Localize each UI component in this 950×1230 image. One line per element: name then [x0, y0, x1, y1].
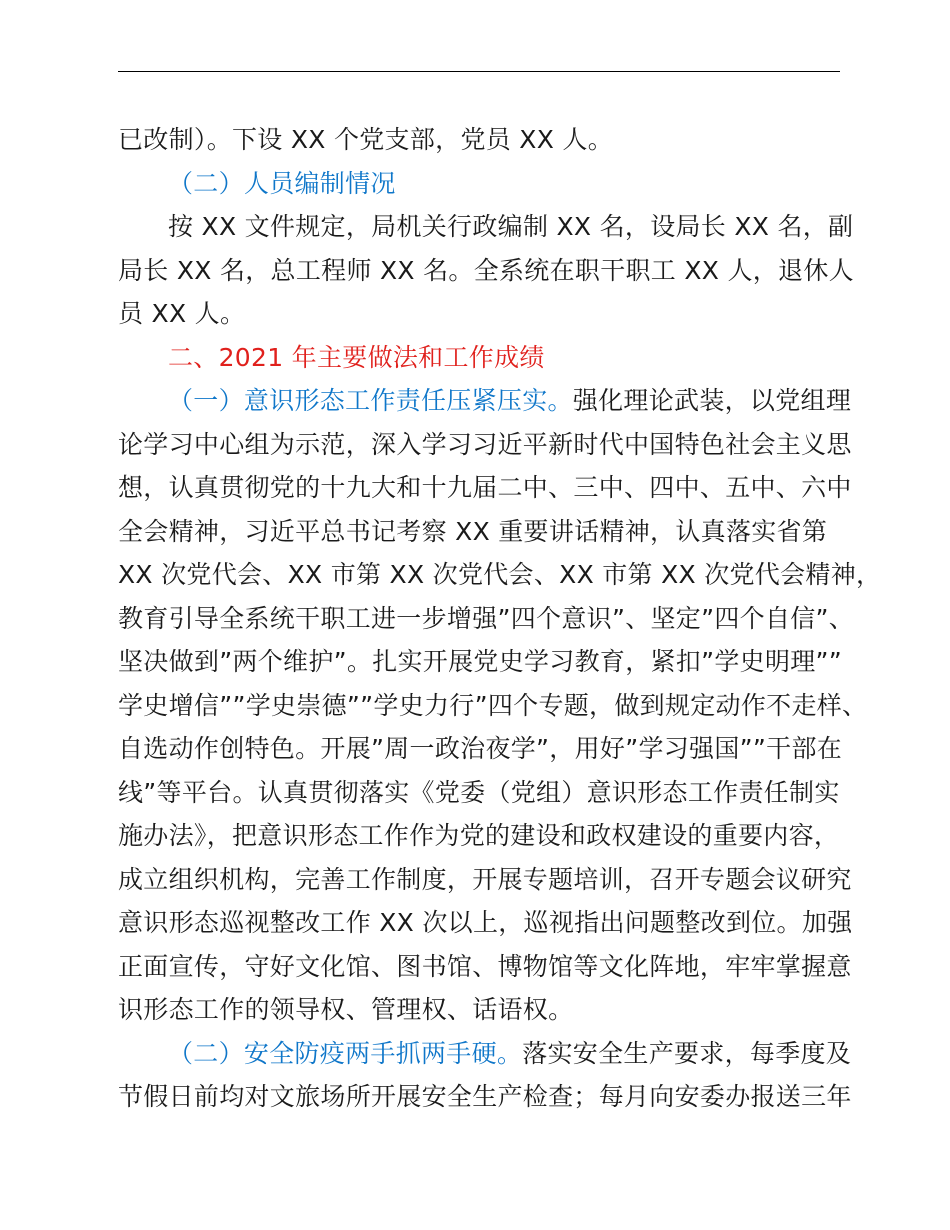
paragraph-line: 已改制）。下设 XX 个党支部，党员 XX 人。 [118, 125, 613, 154]
paragraph-line [118, 379, 858, 423]
paragraph-line: 论学习中心组为示范，深入学习习近平新时代中国特色社会主义思 [118, 429, 852, 459]
paragraph-line: 施办法》，把意识形态工作作为党的建设和政权建设的重要内容， [118, 821, 840, 850]
paragraph-line: 员 XX 人。 [118, 299, 246, 328]
paragraph-line [118, 1032, 858, 1076]
section-heading: （二）人员编制情况 [168, 168, 396, 198]
paragraph-line: 意识形态巡视整改工作 XX 次以上，巡视指出问题整改到位。加强 [118, 908, 853, 937]
paragraph-line: 自选动作创特色。开展”周一政治夜学”，用好”学习强国””干部在 [118, 734, 843, 763]
paragraph-text: 落实安全生产要求，每季度及 [522, 1038, 852, 1068]
header-rule [118, 71, 840, 72]
paragraph-line: 识形态工作的领导权、管理权、话语权。 [118, 995, 574, 1024]
paragraph-line: 按 XX 文件规定，局机关行政编制 XX 名，设局长 XX 名，副 [168, 212, 854, 241]
inline-heading: （二）安全防疫两手抓两手硬。 [168, 1038, 523, 1068]
paragraph-text: 强化理论武装，以党组理 [572, 386, 852, 415]
paragraph-line: 成立组织机构，完善工作制度，开展专题培训，召开专题会议研究 [118, 864, 852, 894]
paragraph-line: 节假日前均对文旅场所开展安全生产检查；每月向安委办报送三年 [118, 1082, 852, 1111]
paragraph-line: 想，认真贯彻党的十九大和十九届二中、三中、四中、五中、六中 [118, 473, 852, 502]
paragraph-line: XX 次党代会、XX 市第 XX 次党代会、XX 市第 XX 次党代会精神， [118, 560, 882, 589]
paragraph-line: 教育引导全系统干职工进一步增强”四个意识”、坚定”四个自信”、 [118, 603, 855, 633]
paragraph-line: 全会精神，习近平总书记考察 XX 重要讲话精神，认真落实省第 [118, 516, 828, 546]
document-body [118, 118, 882, 1119]
paragraph-line: 坚决做到”两个维护”。扎实开展党史学习教育，紧扣”学史明理”” [118, 647, 843, 676]
inline-heading: （一）意识形态工作责任压紧压实。 [168, 386, 573, 415]
chapter-heading: 二、2021 年主要做法和工作成绩 [168, 342, 545, 372]
paragraph-line: 正面宣传，守好文化馆、图书馆、博物馆等文化阵地，牢牢掌握意 [118, 951, 852, 981]
paragraph-line: 线”等平台。认真贯彻落实《党委（党组）意识形态工作责任制实 [118, 777, 840, 807]
paragraph-line: 学史增信””学史崇德””学史力行”四个专题，做到规定动作不走样、 [118, 690, 868, 720]
paragraph-line: 局长 XX 名，总工程师 XX 名。全系统在职干职工 XX 人，退休人 [118, 255, 854, 285]
